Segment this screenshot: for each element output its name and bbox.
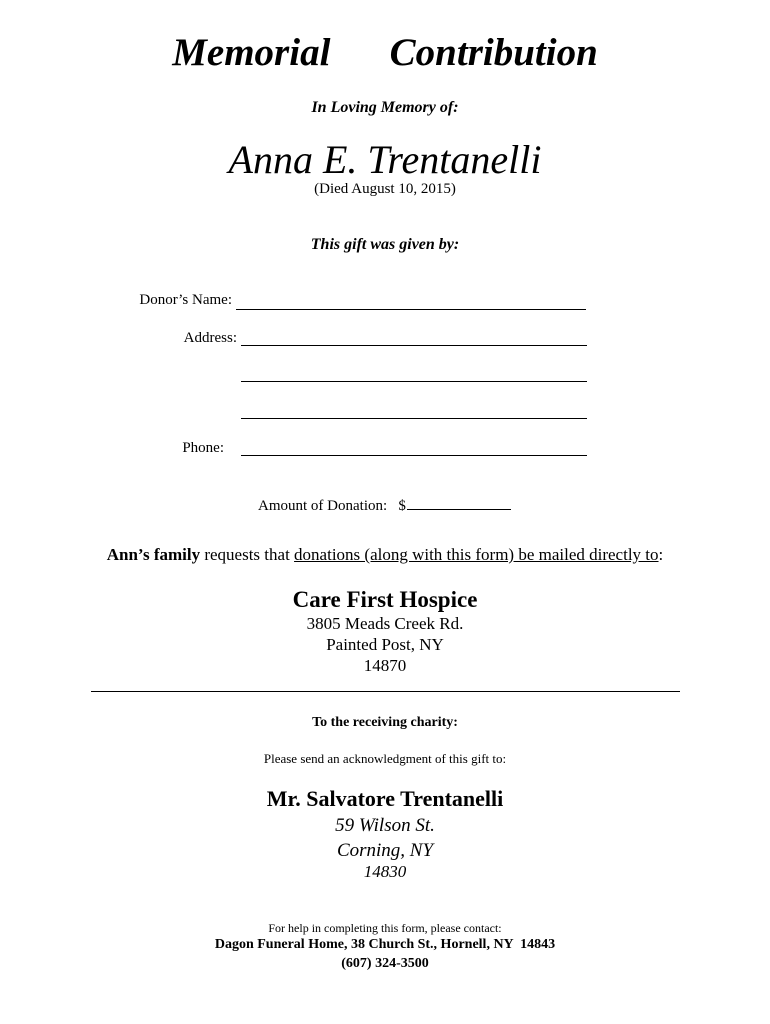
address-field-line-1[interactable] [241,345,587,346]
form-title: Memorial Contribution [172,31,598,74]
funeral-phone: (607) 324-3500 [341,956,429,971]
deceased-name: Anna E. Trentanelli [228,137,542,182]
help-note: For help in completing this form, please contact: [268,921,502,935]
donor-name-field[interactable] [236,309,586,310]
phone-field[interactable] [241,455,587,456]
mailing-request [0,545,770,565]
ack-recipient-name: Mr. Salvatore Trentanelli [266,786,504,811]
given-by-label: This gift was given by: [310,236,460,253]
request-family: Ann’s family [106,545,201,564]
address-label: Address: [183,330,237,346]
charity-city: Painted Post, NY [326,635,444,654]
amount-label: Amount of Donation: $ [258,498,406,514]
ack-street: 59 Wilson St. [335,815,435,836]
died-note: (Died August 10, 2015) [314,181,456,197]
ack-zip: 14830 [363,862,407,881]
ack-city: Corning, NY [336,840,434,861]
amount-field[interactable] [407,495,511,510]
request-end: : [658,545,664,564]
request-underlined: donations (along with this form) be mailed directly to [294,545,659,564]
charity-zip: 14870 [363,656,407,675]
charity-street: 3805 Meads Creek Rd. [306,614,464,633]
phone-label: Phone: [182,440,224,456]
in-memory-label: In Loving Memory of: [311,99,459,116]
donor-name-label: Donor’s Name: [139,292,232,308]
address-field-line-3[interactable] [241,418,587,419]
funeral-home: Dagon Funeral Home, 38 Church St., Hornell, NY 14843 [214,937,556,952]
request-middle: requests that [200,545,295,564]
address-field-line-2[interactable] [241,381,587,382]
charity-name: Care First Hospice [292,587,478,612]
amount-row [258,495,511,515]
ack-instruction: Please send an acknowledgment of this gift to: [263,751,507,766]
receiving-heading: To the receiving charity: [312,715,458,730]
section-divider [91,691,680,692]
